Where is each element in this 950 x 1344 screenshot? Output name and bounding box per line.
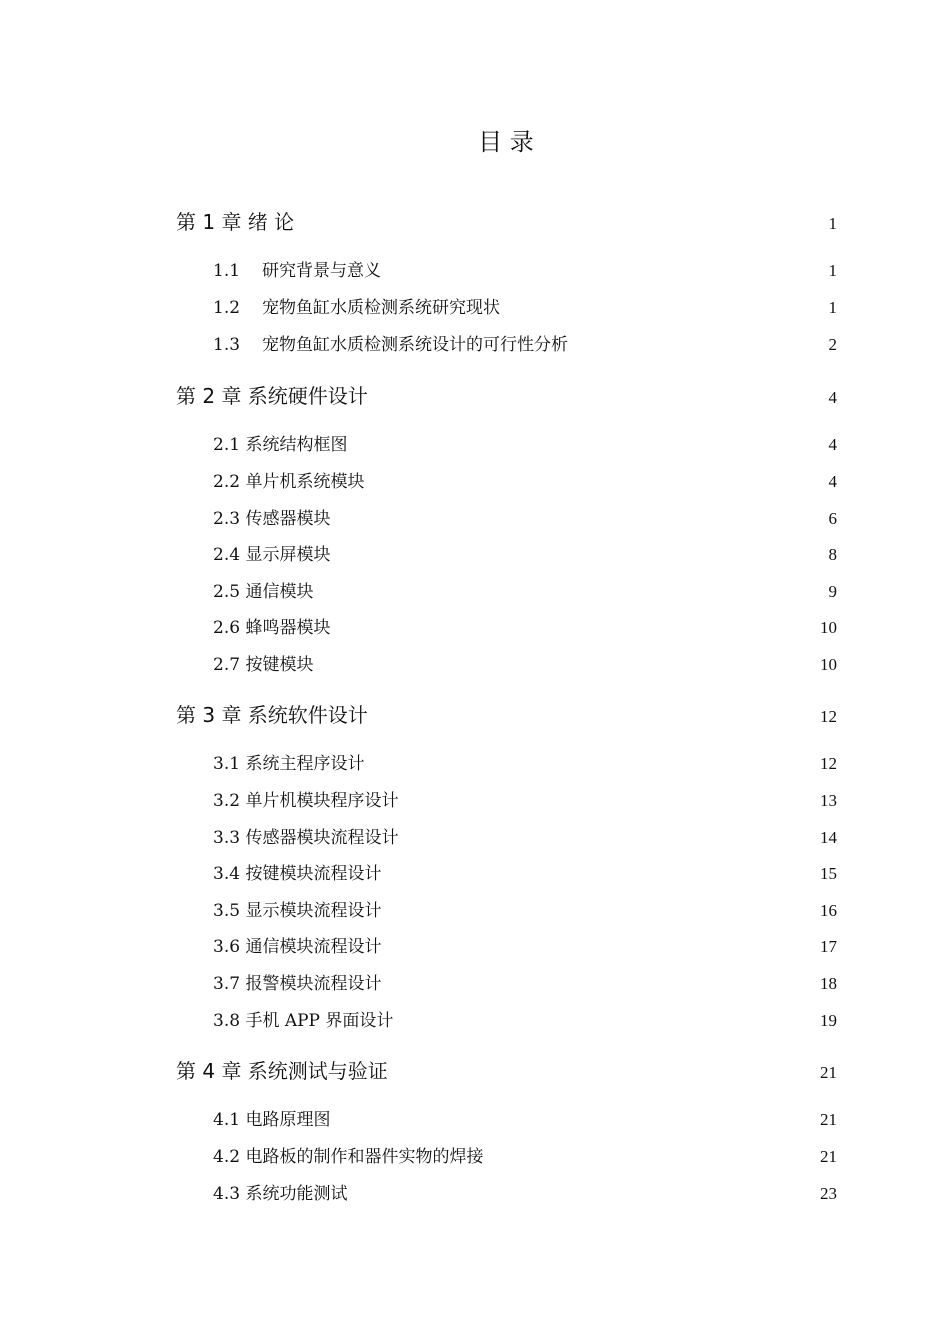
toc-section-entry[interactable]	[213, 969, 837, 994]
toc-page-number: 21	[820, 1063, 837, 1082]
toc-page-number: 6	[828, 509, 837, 528]
toc-entry-number: 1.2	[213, 298, 241, 318]
toc-section-entry[interactable]	[213, 1006, 837, 1031]
toc-entry-number: 1.1	[213, 261, 241, 281]
toc-entry-label: 3.1 系统主程序设计	[213, 754, 365, 774]
toc-entry-label: 4.3 系统功能测试	[213, 1184, 348, 1204]
toc-page-number: 4	[828, 435, 837, 454]
toc-title: 目 录	[478, 128, 534, 156]
toc-section-entry[interactable]	[213, 330, 837, 355]
toc-entry-label: 2.6 蜂鸣器模块	[213, 618, 331, 638]
toc-entry-text: 宠物鱼缸水质检测系统设计的可行性分析	[262, 335, 569, 355]
toc-page-number: 17	[820, 937, 837, 956]
toc-chapter-entry[interactable]	[176, 206, 837, 235]
toc-page-number: 13	[820, 791, 837, 810]
toc-page-number: 18	[820, 974, 837, 993]
toc-entry-label: 3.6 通信模块流程设计	[213, 937, 382, 957]
toc-section-entry[interactable]	[213, 504, 837, 529]
toc-chapter-entry[interactable]	[176, 699, 837, 728]
toc-section-entry[interactable]	[213, 256, 837, 281]
toc-entry-text: 研究背景与意义	[262, 261, 382, 281]
toc-entry-label: 3.8 手机 APP 界面设计	[213, 1011, 394, 1031]
toc-page-number: 14	[820, 828, 837, 847]
toc-entry-label: 2.1 系统结构框图	[213, 435, 348, 455]
toc-section-entry[interactable]	[213, 577, 837, 602]
toc-section-entry[interactable]	[213, 1179, 837, 1204]
toc-chapter-entry[interactable]	[176, 1055, 837, 1084]
toc-page-number: 10	[820, 655, 837, 674]
toc-page-number: 12	[820, 707, 837, 726]
toc-entry-label: 2.7 按键模块	[213, 655, 314, 675]
toc-section-entry[interactable]	[213, 613, 837, 638]
toc-entry-label: 第 1 章 绪 论	[176, 210, 295, 234]
toc-entry-label: 2.3 传感器模块	[213, 509, 331, 529]
toc-page-number: 19	[820, 1011, 837, 1030]
toc-section-entry[interactable]	[213, 430, 837, 455]
toc-page-number: 23	[820, 1184, 837, 1203]
toc-section-entry[interactable]	[213, 650, 837, 675]
toc-page-number: 4	[828, 472, 837, 491]
toc-entry-label: 4.1 电路原理图	[213, 1110, 331, 1130]
toc-page-number: 1	[828, 261, 837, 280]
toc-section-entry[interactable]	[213, 1142, 837, 1167]
toc-page-number: 12	[820, 754, 837, 773]
toc-page-number: 15	[820, 864, 837, 883]
toc-section-entry[interactable]	[213, 823, 837, 848]
toc-page-number: 21	[820, 1110, 837, 1129]
toc-entry-label: 3.3 传感器模块流程设计	[213, 828, 399, 848]
toc-page-number: 8	[828, 545, 837, 564]
toc-entry-label	[213, 256, 381, 281]
toc-entry-label: 3.2 单片机模块程序设计	[213, 791, 399, 811]
toc-section-entry[interactable]	[213, 1105, 837, 1130]
toc-entry-label	[213, 330, 568, 355]
toc-entry-label: 2.2 单片机系统模块	[213, 472, 365, 492]
toc-page-number: 1	[828, 298, 837, 317]
toc-section-entry[interactable]	[213, 896, 837, 921]
toc-entry-label: 2.5 通信模块	[213, 582, 314, 602]
toc-section-entry[interactable]	[213, 293, 837, 318]
toc-page-number: 10	[820, 618, 837, 637]
toc-chapter-entry[interactable]	[176, 380, 837, 409]
toc-entry-label: 3.7 报警模块流程设计	[213, 974, 382, 994]
toc-entry-label: 2.4 显示屏模块	[213, 545, 331, 565]
toc-entry-label: 第 3 章 系统软件设计	[176, 703, 368, 727]
toc-entry-label: 4.2 电路板的制作和器件实物的焊接	[213, 1147, 484, 1167]
toc-section-entry[interactable]	[213, 859, 837, 884]
toc-entry-number: 1.3	[213, 335, 241, 355]
toc-section-entry[interactable]	[213, 467, 837, 492]
toc-page-number: 16	[820, 901, 837, 920]
toc-section-entry[interactable]	[213, 786, 837, 811]
toc-entry-label: 第 2 章 系统硬件设计	[176, 384, 368, 408]
toc-section-entry[interactable]	[213, 749, 837, 774]
toc-entry-text: 宠物鱼缸水质检测系统研究现状	[262, 298, 501, 318]
toc-entry-label	[213, 293, 500, 318]
toc-section-entry[interactable]	[213, 932, 837, 957]
toc-entry-label: 3.4 按键模块流程设计	[213, 864, 382, 884]
toc-page-number: 21	[820, 1147, 837, 1166]
toc-entry-label: 第 4 章 系统测试与验证	[176, 1059, 388, 1083]
toc-section-entry[interactable]	[213, 540, 837, 565]
toc-page-number: 9	[828, 582, 837, 601]
toc-page-number: 1	[828, 214, 837, 233]
toc-page-number: 4	[828, 388, 837, 407]
toc-page-number: 2	[828, 335, 837, 354]
toc-entry-label: 3.5 显示模块流程设计	[213, 901, 382, 921]
